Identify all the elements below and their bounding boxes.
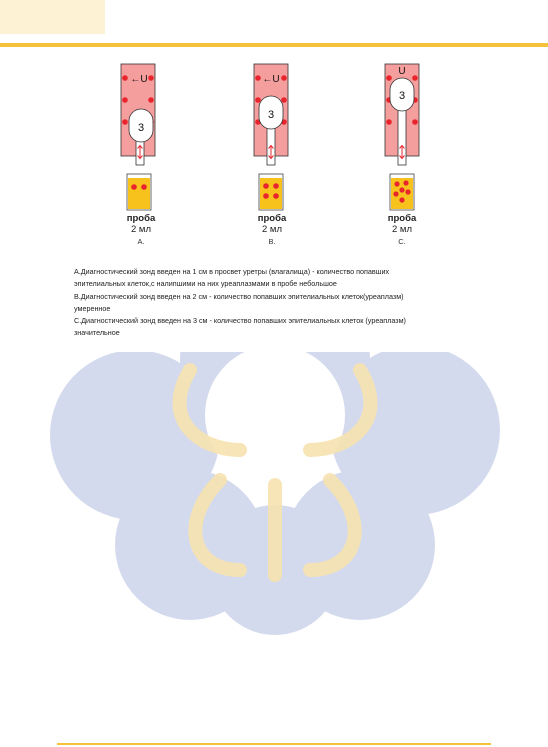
letter-label-c: C.: [398, 237, 406, 246]
sample-label-a: проба: [126, 213, 156, 224]
caption-line: значительное: [74, 328, 120, 338]
probe-diagram-a: [91, 62, 191, 212]
footer-rule: [57, 743, 491, 745]
caption-line: B.Диагностический зонд введен на 2 см - количество попавших эпителиальных клеток(уреаплазм): [74, 291, 404, 301]
volume-label-b: 2 мл: [262, 224, 282, 235]
sample-label-b: проба: [257, 213, 287, 224]
caption-line: C.Диагностический зонд введен на 3 см - количество попавших эпителиальных клеток (уреаплазм): [74, 316, 406, 326]
caption-line: умеренное: [74, 303, 111, 313]
volume-label-c: 2 мл: [392, 224, 412, 235]
caption-block: [68, 262, 461, 352]
probe-number-b: 3: [267, 109, 275, 121]
caption-line: эпителиальных клеток,с налипшими на них уреаплазмами в пробе небольшое: [74, 279, 337, 289]
header-rule: [0, 43, 548, 47]
sample-label-c: проба: [387, 213, 417, 224]
letter-label-a: A.: [137, 237, 145, 246]
volume-label-a: 2 мл: [131, 224, 151, 235]
probe-number-a: 3: [137, 122, 145, 134]
u-label-c: U: [398, 66, 406, 77]
caption-line: A.Диагностический зонд введен на 1 см в просвет уретры (влагалища) - количество попавших: [74, 267, 390, 276]
u-label-a: ←U: [130, 74, 148, 85]
probe-diagram-c: [352, 62, 452, 212]
letter-label-b: B.: [268, 237, 276, 246]
probe-diagram-b: [222, 62, 322, 212]
probe-number-c: 3: [398, 90, 406, 102]
u-label-b: ←U: [262, 74, 280, 85]
header-tab: [0, 0, 105, 34]
